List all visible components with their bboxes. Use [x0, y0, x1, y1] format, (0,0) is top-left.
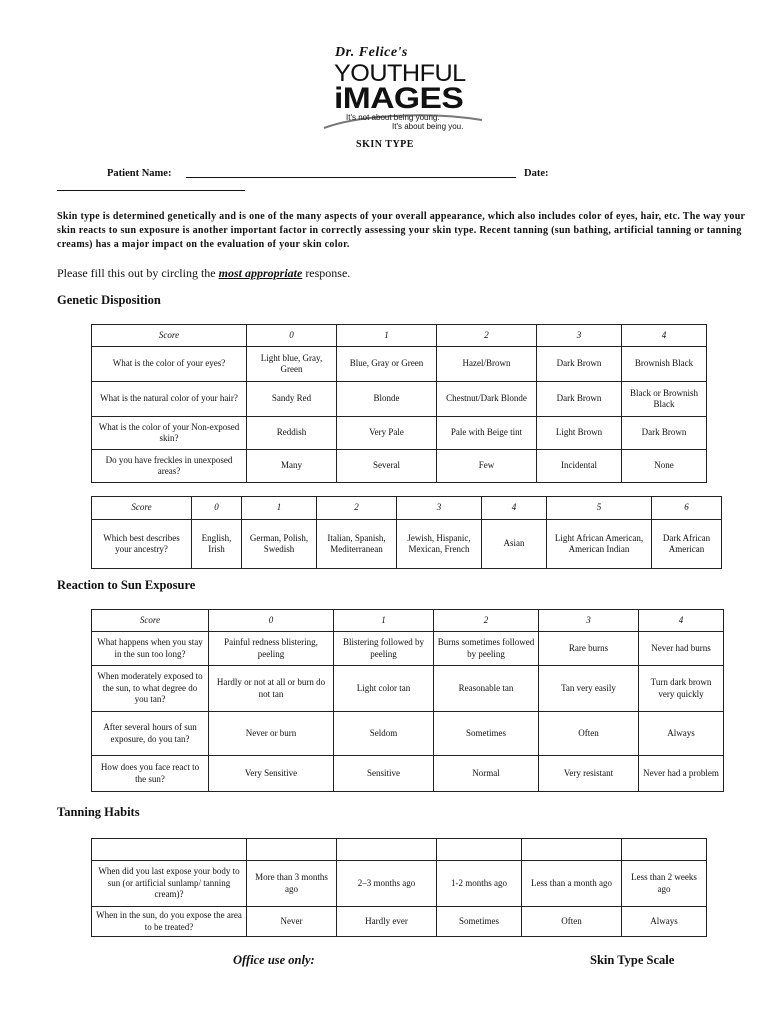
- table-row: [92, 450, 707, 483]
- score-value-cell: 1: [337, 325, 437, 347]
- score-value-cell: 1: [242, 497, 317, 520]
- score-value-cell: 2: [434, 610, 539, 632]
- answer-option[interactable]: Sandy Red: [247, 382, 337, 417]
- answer-option[interactable]: Never: [247, 907, 337, 937]
- answer-option[interactable]: Very Pale: [337, 417, 437, 450]
- tanning-habits-table: [91, 838, 707, 937]
- table-row: [92, 712, 724, 756]
- intro-paragraph: Skin type is determined genetically and is one of the many aspects of your overall appearance, which also includes color of eyes, hair, etc. The way your skin reacts to sun exposure is another important factor in correctly assessing your skin type. Recent tanning (sun bathing, artificial tanning or tanning creams) has a major impact on the evaluation of your skin color.: [57, 211, 746, 250]
- score-value-cell: [437, 839, 522, 861]
- answer-option[interactable]: Never had burns: [639, 632, 724, 666]
- patient-name-label: Patient Name:: [107, 168, 172, 179]
- answer-option[interactable]: 2–3 months ago: [337, 861, 437, 907]
- logo-line3: iMAGES: [334, 82, 464, 115]
- sun-exposure-table: [91, 609, 724, 792]
- answer-option[interactable]: German, Polish, Swedish: [242, 520, 317, 569]
- score-value-cell: [247, 839, 337, 861]
- date-label: Date:: [524, 168, 549, 179]
- logo-tagline-1: It's not about being young.: [346, 113, 440, 122]
- answer-option[interactable]: Brownish Black: [622, 347, 707, 382]
- logo-tagline-2: It's about being you.: [392, 122, 464, 131]
- table-row: [92, 417, 707, 450]
- answer-option[interactable]: Blonde: [337, 382, 437, 417]
- table-header-row: [92, 497, 722, 520]
- score-value-cell: 0: [209, 610, 334, 632]
- office-use-label: Office use only:: [233, 953, 315, 967]
- table-row: [92, 861, 707, 907]
- score-value-cell: 5: [547, 497, 652, 520]
- score-value-cell: 3: [537, 325, 622, 347]
- table-row: [92, 382, 707, 417]
- score-value-cell: [622, 839, 707, 861]
- score-value-cell: 2: [317, 497, 397, 520]
- answer-option[interactable]: Often: [539, 712, 639, 756]
- answer-option[interactable]: Less than 2 weeks ago: [622, 861, 707, 907]
- answer-option[interactable]: Always: [639, 712, 724, 756]
- score-value-cell: 0: [247, 325, 337, 347]
- instruction-pre: Please fill this out by circling the: [57, 266, 219, 280]
- answer-option[interactable]: Normal: [434, 756, 539, 792]
- date-field[interactable]: [57, 190, 245, 191]
- answer-option[interactable]: Asian: [482, 520, 547, 569]
- answer-option[interactable]: Light African American, American Indian: [547, 520, 652, 569]
- answer-option[interactable]: Dark Brown: [537, 382, 622, 417]
- answer-option[interactable]: None: [622, 450, 707, 483]
- answer-option[interactable]: Incidental: [537, 450, 622, 483]
- score-value-cell: 3: [539, 610, 639, 632]
- answer-option[interactable]: 1-2 months ago: [437, 861, 522, 907]
- answer-option[interactable]: Hardly or not at all or burn do not tan: [209, 666, 334, 712]
- answer-option[interactable]: Sensitive: [334, 756, 434, 792]
- patient-name-field[interactable]: [186, 177, 516, 178]
- score-header-cell: [92, 839, 247, 861]
- answer-option[interactable]: Painful redness blistering, peeling: [209, 632, 334, 666]
- answer-option[interactable]: Hazel/Brown: [437, 347, 537, 382]
- answer-option[interactable]: Very Sensitive: [209, 756, 334, 792]
- score-value-cell: 2: [437, 325, 537, 347]
- score-value-cell: 3: [397, 497, 482, 520]
- answer-option[interactable]: Dark Brown: [622, 417, 707, 450]
- question-cell: When did you last expose your body to sun (or artificial sunlamp/ tanning cream)?: [92, 861, 247, 907]
- answer-option[interactable]: Light Brown: [537, 417, 622, 450]
- answer-option[interactable]: Very resistant: [539, 756, 639, 792]
- question-cell: Which best describes your ancestry?: [92, 520, 192, 569]
- question-cell: Do you have freckles in unexposed areas?: [92, 450, 247, 483]
- genetic-disposition-table: [91, 324, 707, 483]
- answer-option[interactable]: Often: [522, 907, 622, 937]
- ancestry-table: [91, 496, 722, 569]
- instruction-emphasis: most appropriate: [218, 266, 303, 280]
- score-value-cell: 4: [482, 497, 547, 520]
- answer-option[interactable]: Tan very easily: [539, 666, 639, 712]
- question-cell: What happens when you stay in the sun too long?: [92, 632, 209, 666]
- skin-type-scale-label: Skin Type Scale: [590, 953, 675, 967]
- question-cell: What is the color of your Non-exposed skin?: [92, 417, 247, 450]
- table-row: [92, 520, 722, 569]
- answer-option[interactable]: Few: [437, 450, 537, 483]
- answer-option[interactable]: Italian, Spanish, Mediterranean: [317, 520, 397, 569]
- answer-option[interactable]: Black or Brownish Black: [622, 382, 707, 417]
- table-header-row: [92, 839, 707, 861]
- answer-option[interactable]: More than 3 months ago: [247, 861, 337, 907]
- answer-option[interactable]: Blistering followed by peeling: [334, 632, 434, 666]
- table-row: [92, 907, 707, 937]
- answer-option[interactable]: Sometimes: [434, 712, 539, 756]
- logo-line1: Dr. Felice's: [335, 45, 408, 60]
- score-value-cell: [337, 839, 437, 861]
- score-value-cell: 0: [192, 497, 242, 520]
- score-header-cell: Score: [92, 325, 247, 347]
- table-row: [92, 756, 724, 792]
- answer-option[interactable]: Burns sometimes followed by peeling: [434, 632, 539, 666]
- answer-option[interactable]: Turn dark brown very quickly: [639, 666, 724, 712]
- answer-option[interactable]: Always: [622, 907, 707, 937]
- section-genetic-disposition: Genetic Disposition: [57, 293, 161, 307]
- score-header-cell: Score: [92, 497, 192, 520]
- instruction: [57, 266, 350, 281]
- answer-option[interactable]: Less than a month ago: [522, 861, 622, 907]
- question-cell: What is the color of your eyes?: [92, 347, 247, 382]
- answer-option[interactable]: Reddish: [247, 417, 337, 450]
- answer-option[interactable]: Never had a problem: [639, 756, 724, 792]
- section-sun-exposure: Reaction to Sun Exposure: [57, 578, 196, 592]
- question-cell: How does you face react to the sun?: [92, 756, 209, 792]
- score-value-cell: 1: [334, 610, 434, 632]
- score-value-cell: [522, 839, 622, 861]
- answer-option[interactable]: Light blue, Gray, Green: [247, 347, 337, 382]
- table-header-row: [92, 610, 724, 632]
- answer-option[interactable]: Rare burns: [539, 632, 639, 666]
- table-row: [92, 347, 707, 382]
- question-cell: What is the natural color of your hair?: [92, 382, 247, 417]
- score-header-cell: Score: [92, 610, 209, 632]
- answer-option[interactable]: English, Irish: [192, 520, 242, 569]
- answer-option[interactable]: Pale with Beige tint: [437, 417, 537, 450]
- table-row: [92, 632, 724, 666]
- score-value-cell: 4: [639, 610, 724, 632]
- answer-option[interactable]: Blue, Gray or Green: [337, 347, 437, 382]
- page-title: SKIN TYPE: [356, 139, 414, 150]
- answer-option[interactable]: Hardly ever: [337, 907, 437, 937]
- answer-option[interactable]: Dark Brown: [537, 347, 622, 382]
- section-tanning-habits: Tanning Habits: [57, 805, 140, 819]
- question-cell: When in the sun, do you expose the area to be treated?: [92, 907, 247, 937]
- instruction-post: response.: [302, 266, 351, 280]
- answer-option[interactable]: Reasonable tan: [434, 666, 539, 712]
- table-row: [92, 666, 724, 712]
- answer-option[interactable]: Light color tan: [334, 666, 434, 712]
- answer-option[interactable]: Many: [247, 450, 337, 483]
- question-cell: After several hours of sun exposure, do you tan?: [92, 712, 209, 756]
- answer-option[interactable]: Dark African American: [652, 520, 722, 569]
- question-cell: When moderately exposed to the sun, to what degree do you tan?: [92, 666, 209, 712]
- answer-option[interactable]: Never or burn: [209, 712, 334, 756]
- score-value-cell: 4: [622, 325, 707, 347]
- answer-option[interactable]: Seldom: [334, 712, 434, 756]
- answer-option[interactable]: Chestnut/Dark Blonde: [437, 382, 537, 417]
- logo-line2: YOUTHFUL: [334, 60, 466, 87]
- answer-option[interactable]: Jewish, Hispanic, Mexican, French: [397, 520, 482, 569]
- table-header-row: [92, 325, 707, 347]
- score-value-cell: 6: [652, 497, 722, 520]
- answer-option[interactable]: Sometimes: [437, 907, 522, 937]
- answer-option[interactable]: Several: [337, 450, 437, 483]
